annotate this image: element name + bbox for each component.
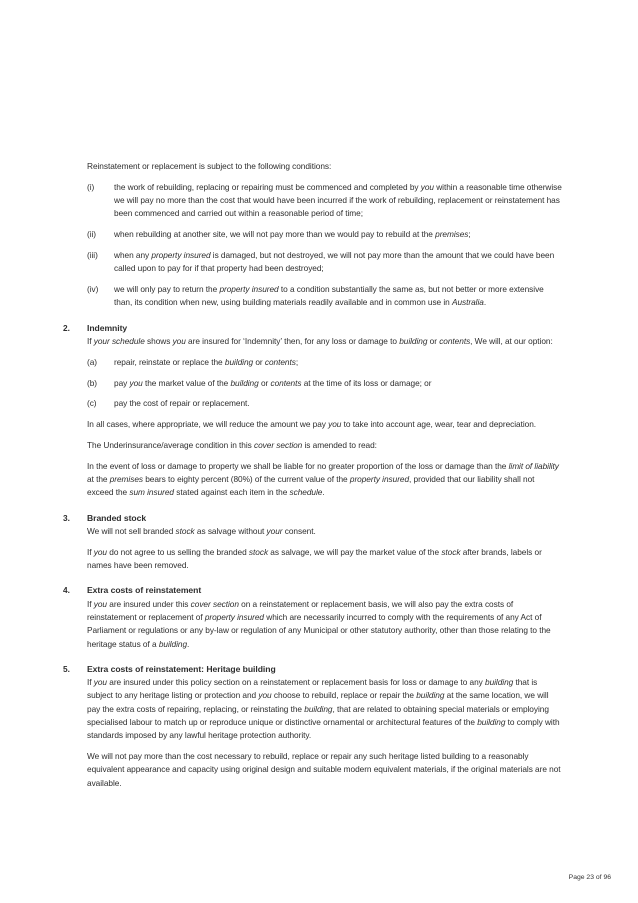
item-label: (b) [87,377,97,388]
item-label: (a) [87,356,97,367]
item-text: we will only pay to return the property insured to a condition substantially the same as, but not better or more extensive than, its condition when new, using building materials readily available and in common use in Australia. [114,284,544,308]
section-number: 4. [63,585,70,596]
item-text: when rebuilding at another site, we will not pay more than we would pay to rebuild at the premises; [114,229,471,240]
section-number: 5. [63,663,70,674]
section-paragraph: If your schedule shows you are insured for ‘Indemnity’ then, for any loss or damage to building or contents, We will, at our option: [87,335,553,346]
section-paragraph: If you are insured under this policy section on a reinstatement or replacement basis for loss or damage to any building that is subject to any heritage listing or protection and you choose to rebuild, replace or repair the building at the same location, we will pay the extra costs of repairing, replacing, or reinstating the building, that are related to obtaining special materials or employing specialised labour to match up or reproduce unique or distinctive ornamental or architectural features of the building to comply with standards imposed by any lawful heritage protection authority. [87,677,560,741]
section-heading: Extra costs of reinstatement: Heritage building [87,663,276,674]
item-label: (i) [87,181,95,192]
conditions-list [63,181,563,310]
section-indemnity [63,322,563,500]
option-item [87,377,563,390]
option-item [87,356,563,369]
item-text: repair, reinstate or replace the building or contents; [114,356,299,367]
item-text: when any property insured is damaged, but not destroyed, we will not pay more than the amount that we could have been called upon to pay for if that property had been destroyed; [114,249,555,274]
section-heading: Branded stock [87,512,147,523]
condition-item [87,283,563,310]
section-branded-stock [63,512,563,573]
item-label: (c) [87,398,97,409]
section-number: 3. [63,512,70,523]
option-item [87,397,563,410]
conditions-intro: Reinstatement or replacement is subject to the following conditions: [87,161,332,171]
item-text: the work of rebuilding, replacing or repairing must be commenced and completed by you within a reasonable time otherwise we will pay no more than the cost that would have been incurred if the work of rebuilding, replacement or reinstatement has been commenced and carried out within a reasonable period of time; [114,181,562,219]
section-heading: Extra costs of reinstatement [87,585,202,596]
section-paragraph: We will not sell branded stock as salvage without your consent. [87,525,316,536]
section-paragraph: In the event of loss or damage to property we shall be liable for no greater proportion of the loss or damage than the limit of liability at the premises bears to eighty percent (80%) of the current value of the property insured, provided that our liability shall not exceed the sum insured stated against each item in the schedule. [87,460,559,498]
condition-item [87,181,563,221]
section-paragraph: The Underinsurance/average condition in this cover section is amended to read: [87,439,377,450]
condition-item [87,249,563,276]
item-label: (ii) [87,229,97,240]
item-text: pay you the market value of the building or contents at the time of its loss or damage; or [114,377,432,388]
section-paragraph: We will not pay more than the cost necessary to rebuild, replace or repair any such heritage listed building to a reasonably equivalent appearance and capacity using original design and suitable modern equivalent materials, if the original materials are not available. [87,751,561,788]
item-label: (iv) [87,284,99,295]
section-paragraph: In all cases, where appropriate, we will reduce the amount we pay you to take into account age, wear, tear and depreciation. [87,419,537,430]
section-heritage-building [63,663,563,790]
condition-item [87,228,563,241]
section-extra-costs [63,584,563,650]
section-paragraph: If you are insured under this cover section on a reinstatement or replacement basis, we will also pay the extra costs of reinstatement or replacement of property insured which are necessarily incurred to comply with the requirements of any Act of Parliament or regulations or any by-law or regulation of any Municipal or other statutory authority, other than those relating to the heritage status of a building. [87,598,551,649]
page-number: Page 23 of 96 [568,874,611,881]
item-label: (iii) [87,249,98,260]
section-paragraph: If you do not agree to us selling the branded stock as salvage, we will pay the market value of the stock after brands, labels or names have been removed. [87,546,542,571]
section-number: 2. [63,322,70,333]
page-content [63,160,563,790]
section-heading: Indemnity [87,322,128,333]
item-text: pay the cost of repair or replacement. [114,398,250,409]
